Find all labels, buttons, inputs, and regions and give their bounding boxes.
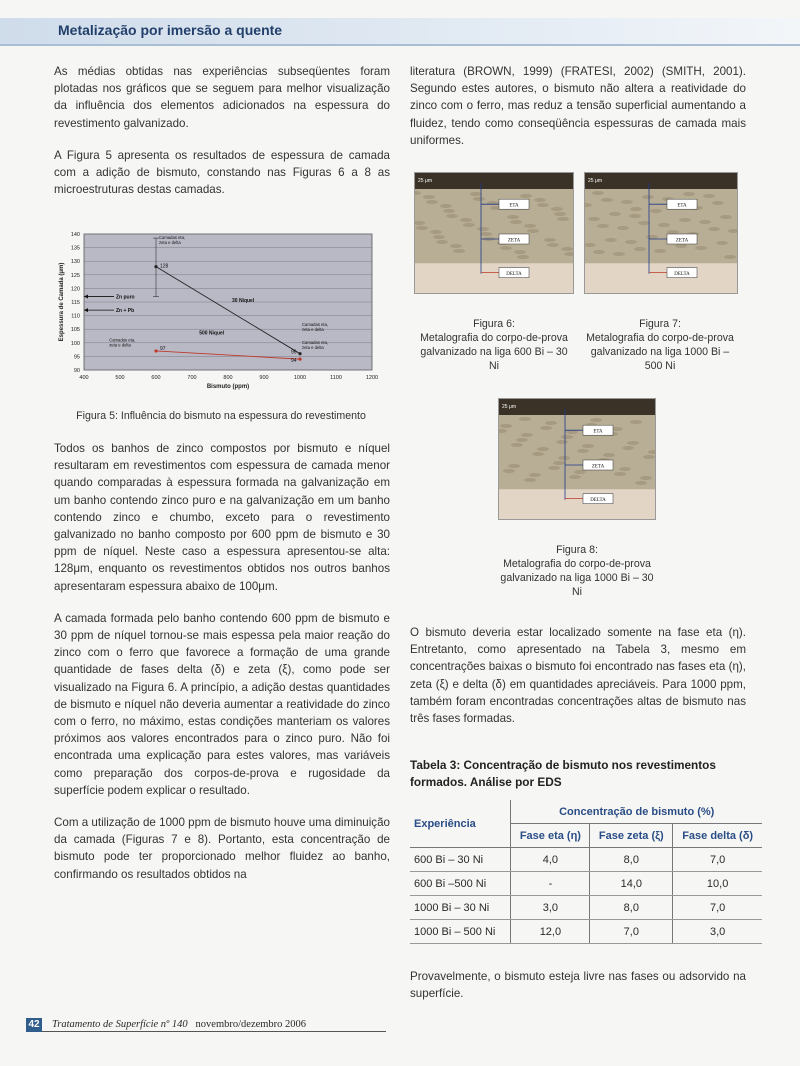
grain [529,473,541,477]
phase-label: ZETA [675,238,689,244]
data-point [154,349,157,352]
right-column-bottom [410,624,746,742]
cell-delta: 7,0 [673,848,762,872]
point-label: 96 [291,349,297,356]
grain [609,212,621,216]
grain [558,456,570,460]
figure8-title: Figura 8: [556,544,598,556]
grain [470,192,482,196]
grain [703,194,715,198]
cell-delta: 10,0 [673,872,762,896]
grain [643,455,655,459]
grain [605,238,617,242]
left-column [54,63,390,213]
section-title: Metalização por imersão a quente [58,22,283,38]
grain [627,441,639,445]
phase-label: ZETA [591,464,605,470]
cell-zeta: 8,0 [590,848,673,872]
grain [625,240,637,244]
grain [592,191,604,195]
grain [597,224,609,228]
grain [514,250,526,254]
grain [638,221,650,225]
paragraph: Todos os banhos de zinco compostos por bismuto e níquel resultaram em revestimentos com espessura de camada menor quando comparadas à espessura formada na galvanização em um banho contendo zinco puro e na galvanização em um banho contendo zinco e chumbo, exceto para o revestimento galvanizado no banho composto por 600 ppm de bismuto e 30 ppm de níquel. Neste caso a espessura apresentou-se alta: 128μm, enquanto os revestimentos obtidos nos outros banhos apresentaram espessura abaixo de 100μm. [54,442,390,593]
grain [561,247,573,251]
grain [621,200,633,204]
point-label: 128 [160,263,169,270]
table-row [410,920,762,944]
y-tick-label: 135 [70,245,80,252]
figure8-caption [500,543,654,599]
grain [473,197,485,201]
grain [503,469,515,473]
grain [477,227,489,231]
phase-label: ETA [509,203,519,209]
grain [433,235,445,239]
grain [508,464,520,468]
grain [654,249,666,253]
grain [650,209,662,213]
grain [517,255,529,259]
issue-date: novembro/dezembro 2006 [195,1019,307,1030]
page-footer [26,1018,386,1036]
y-tick-label: 100 [70,340,80,347]
grain [667,230,679,234]
table-row [410,896,762,920]
grain [601,198,613,202]
grain [507,215,519,219]
mounting-resin [585,173,737,189]
cell-eta: 3,0 [511,896,590,920]
grain [593,250,605,254]
grain [617,226,629,230]
grain [629,214,641,218]
grain [569,475,581,479]
grain [443,209,455,213]
grain [551,207,563,211]
x-tick-label: 1000 [293,375,307,381]
x-tick-label: 1100 [330,375,342,381]
paragraph: As médias obtidas nas experiências subseqüentes foram plotadas nos gráficos que se seguem para melhor visualização da influência dos elementos adicionados na espessura do revestimento galvanizado. [54,65,390,130]
grain [695,246,707,250]
coating-layer [415,189,573,263]
grain [556,440,568,444]
y-tick-label: 110 [71,313,80,320]
table3-title: Tabela 3: Concentração de bismuto nos revestimentos formados. Análise por EDS [410,758,716,789]
grain [537,447,549,451]
grain [463,223,475,227]
grain [708,227,720,231]
figure5-caption: Figura 5: Influência do bismuto na espessura do revestimento [76,410,366,422]
steel-substrate [499,489,655,519]
grain [534,198,546,202]
grain [712,201,724,205]
table-header-group: Concentração de bismuto (%) [511,800,762,824]
figure8-text: Metalografia do corpo-de-prova galvanizado na liga 1000 Bi – 30 Ni [500,558,654,598]
grain [699,220,711,224]
x-axis-label: Bismuto (ppm) [206,384,250,390]
point-label: 94 [291,358,297,365]
grain [520,194,532,198]
series-label: 500 Niquel [199,330,225,337]
grain [554,212,566,216]
figure7-caption [584,317,736,373]
grain [521,433,533,437]
grain [590,418,602,422]
cell-eta: 4,0 [511,848,590,872]
grain [658,223,670,227]
grain [426,200,438,204]
page-number: 42 [26,1018,42,1032]
paragraph: Provavelmente, o bismuto esteja livre nas fases ou adsorvido na superfície. [410,970,746,1001]
grain [548,466,560,470]
grain [480,232,492,236]
grain [683,192,695,196]
footer-rule [42,1031,386,1032]
grain [614,472,626,476]
table-header-eta: Fase eta (η) [511,824,590,848]
x-tick-label: 800 [223,375,233,381]
scale-label: 25 μm [502,404,516,410]
cell-exp: 600 Bi – 30 Ni [410,848,511,872]
phase-label: ZETA [507,238,521,244]
paragraph: literatura (BROWN, 1999) (FRATESI, 2002) (SMITH, 2001). Segundo estes autores, o bismuto não altera a reatividade do zinco com o ferro, mas reduz a tensão superficial aumentando a fluidez, tendo como conseqüência espessuras de camada mais uniformes. [410,65,746,147]
grain [450,244,462,248]
table-header-delta: Fase delta (δ) [673,824,762,848]
grain [574,470,586,474]
data-point [298,352,301,355]
figure6-caption [414,317,574,373]
grain [640,476,652,480]
grain [423,195,435,199]
grain [553,461,565,465]
x-tick-label: 1200 [365,375,379,381]
cell-eta: 12,0 [511,920,590,944]
table-header-zeta: Fase zeta (ξ) [590,824,673,848]
grain [516,438,528,442]
grain [453,249,465,253]
cell-zeta: 8,0 [590,896,673,920]
y-tick-label: 115 [71,300,80,306]
phase-label: ETA [593,429,603,435]
y-tick-label: 120 [70,286,80,293]
grain [720,215,732,219]
cell-exp: 1000 Bi – 500 Ni [410,920,511,944]
micrograph-fig6 [414,172,574,294]
grain [430,230,442,234]
y-tick-label: 125 [70,272,80,279]
cell-zeta: 14,0 [590,872,673,896]
point-label: 97 [160,345,166,352]
micrograph-fig8 [498,398,656,520]
grain [544,238,556,242]
grain [619,467,631,471]
figure6-title: Figura 6: [473,318,515,330]
x-tick-label: 600 [151,375,161,381]
grain [446,214,458,218]
phase-label: DELTA [506,272,522,278]
grain [630,420,642,424]
section-header [0,18,800,46]
grain [646,235,658,239]
right-column-top [410,63,746,164]
grain [440,204,452,208]
figure6-text: Metalografia do corpo-de-prova galvanizado na liga 600 Bi – 30 Ni [420,332,568,372]
journal-name: Tratamento de Superfície nº 140 [52,1019,188,1030]
steel-substrate [585,263,737,293]
annotation: Camadas eta, zeta e delta [159,234,186,245]
grain [500,424,512,428]
grain [524,224,536,228]
paragraph: O bismuto deveria estar localizado somente na fase eta (η). Entretanto, como apresentado na Tabela 3, mesmo em concentrações baixas o bismuto foi encontrado nas fases eta (η), zeta (ξ) e delta (δ) em quantidades apreciáveis. Para 1000 ppm, também foram encontradas concentrações altas de bismuto nas três fases formadas. [410,626,746,726]
paragraph: Com a utilização de 1000 ppm de bismuto houve uma diminuição da camada (Figuras 7 e 8). Portanto, esta concentração de bismuto pode ter proporcionado melhor fluidez ao banho, confirmando os resultados obtidos na [54,816,390,881]
reference-label: Zn puro [116,294,135,301]
left-column-continued [54,440,390,883]
grain [716,241,728,245]
grain [416,226,428,230]
grain [557,217,569,221]
grain [577,449,589,453]
grain [460,218,472,222]
y-tick-label: 90 [73,368,80,374]
micrograph-fig7 [584,172,738,294]
reference-label: Zn + Pb [116,308,135,315]
grain [622,446,634,450]
cell-zeta: 7,0 [590,920,673,944]
grain [603,453,615,457]
scale-label: 25 μm [418,178,432,184]
chart-svg [56,228,386,396]
table-row [410,848,762,872]
grain [524,478,536,482]
phase-label: DELTA [674,272,690,278]
table3 [410,800,762,944]
grain [675,244,687,248]
y-axis-label: Espessura de Camada (μm) [59,262,65,342]
cell-delta: 7,0 [673,896,762,920]
mounting-resin [499,399,655,415]
grain [724,255,736,259]
grain [582,444,594,448]
grain [642,195,654,199]
grain [630,207,642,211]
paragraph: A Figura 5 apresenta os resultados de espessura de camada com a adição de bismuto, constando nas Figuras 6 a 8 as microestruturas destas camadas. [54,148,390,197]
grain [566,430,578,434]
table-header-experiencia: Experiência [410,800,511,848]
cell-exp: 1000 Bi – 30 Ni [410,896,511,920]
y-tick-label: 95 [73,354,80,361]
grain [510,220,522,224]
phase-label: ETA [677,203,687,209]
grain [537,203,549,207]
grain [527,229,539,233]
x-tick-label: 700 [187,375,197,381]
figure7-title: Figura 7: [639,318,681,330]
series-label: 30 Niquel [232,298,255,304]
steel-substrate [415,263,573,293]
annotation: Camadas eta, zeta e delta [302,321,329,332]
x-tick-label: 500 [115,375,125,381]
grain [635,481,647,485]
paragraph: A camada formada pelo banho contendo 600 ppm de bismuto e 30 ppm de níquel tornou-se mais espessa pela maior reação do zinco com o ferro que favorece a formação de uma grande quantidade de fases delta (δ) e zeta (ξ), como pode ser visualizado na Figura 6. A princípio, a adição destas quantidades de bismuto e níquel não deveria aumentar a reatividade do zinco com o ferro, no máximo, estas condições manteriam os valores próximos aos valores encontrados para o zinco puro. Não foi encontrada uma explicação para estes valores, mas variáveis como preparação dos corpos-de-prova e rugosidade da superfície podem explicar o resultado. [54,611,390,797]
x-tick-label: 400 [79,375,89,381]
y-tick-label: 105 [70,327,80,334]
mounting-resin [415,173,573,189]
grain [588,217,600,221]
cell-delta: 3,0 [673,920,762,944]
grain [561,435,573,439]
y-tick-label: 130 [70,259,80,266]
cell-exp: 600 Bi –500 Ni [410,872,511,896]
y-tick-label: 140 [70,232,80,238]
figure5-chart [56,228,386,396]
grain [545,421,557,425]
x-tick-label: 900 [259,375,269,381]
grain [500,246,512,250]
closing-paragraph [410,968,746,1002]
scale-label: 25 μm [588,178,602,184]
annotation: Camadas eta, zeta e delta [109,337,136,348]
grain [532,452,544,456]
data-point [298,358,301,361]
grain [436,240,448,244]
footer-text [52,1019,306,1030]
grain [634,247,646,251]
grain [540,426,552,430]
figure7-text: Metalografia do corpo-de-prova galvanizado na liga 1000 Bi – 500 Ni [586,332,734,372]
grain [613,252,625,256]
annotation: Camadas eta, zeta e delta [302,339,329,350]
grain [547,243,559,247]
grain [679,218,691,222]
cell-eta: - [511,872,590,896]
grain [511,443,523,447]
grain [519,417,531,421]
phase-label: DELTA [590,498,606,504]
table-row [410,872,762,896]
